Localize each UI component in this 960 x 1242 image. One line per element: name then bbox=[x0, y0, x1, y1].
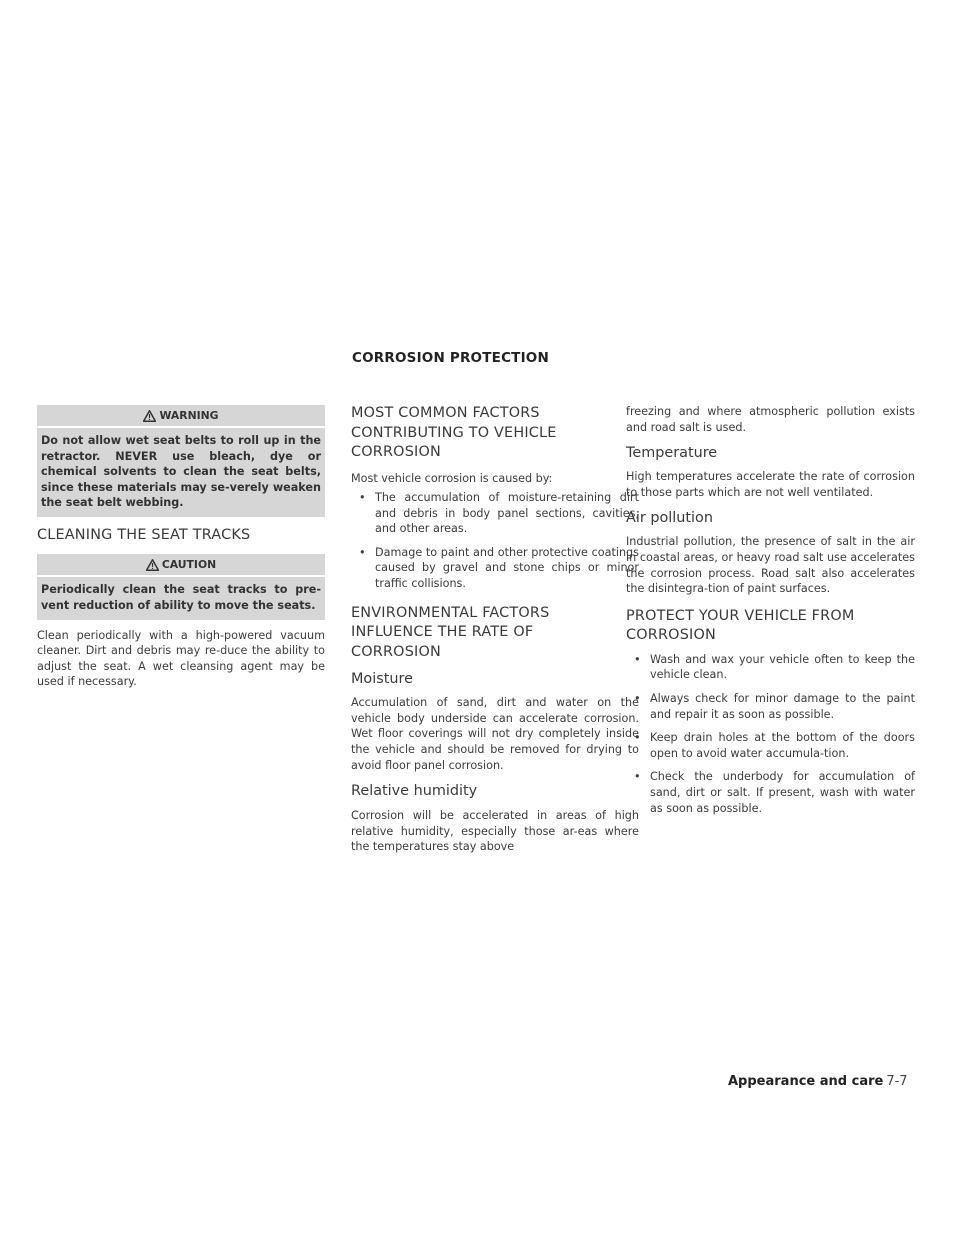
warning-text: Do not allow wet seat belts to roll up in the retractor. NEVER use bleach, dye or chemical solvents to clean the seat belts, since these materials may se-verely weaken the seat belt webbing. bbox=[41, 434, 321, 510]
heading-line: CONTRIBUTING TO VEHICLE bbox=[351, 424, 557, 441]
heading-line: CORROSION bbox=[351, 643, 441, 660]
moisture-paragraph: Accumulation of sand, dirt and water on the vehicle body underside can accelerate corrosion. Wet floor coverings will not dry completely inside the vehicle and should be removed for drying to avoid floor panel corrosion. bbox=[351, 696, 639, 772]
subheading-relative-humidity: Relative humidity bbox=[351, 783, 478, 800]
heading-protect-your-vehicle bbox=[626, 607, 915, 646]
page-footer bbox=[728, 1074, 908, 1089]
causes-list bbox=[351, 490, 639, 592]
list-item: • Damage to paint and other protective coatings caused by gravel and stone chips or minor traffic collisions. bbox=[359, 545, 639, 592]
caution-box bbox=[37, 554, 325, 619]
column-3 bbox=[626, 404, 915, 816]
protection-list bbox=[626, 652, 915, 816]
heading-line: ENVIRONMENTAL FACTORS bbox=[351, 604, 550, 621]
list-item: • Wash and wax your vehicle often to keep the vehicle clean. bbox=[634, 652, 915, 683]
page-number: 7-7 bbox=[886, 1074, 908, 1089]
subheading-moisture: Moisture bbox=[351, 671, 413, 688]
caution-text: Periodically clean the seat tracks to pre-vent reduction of ability to move the seats. bbox=[41, 583, 321, 613]
heading-line: CORROSION bbox=[626, 627, 716, 644]
list-item: • Always check for minor damage to the paint and repair it as soon as possible. bbox=[634, 691, 915, 722]
caution-triangle-icon bbox=[146, 559, 159, 571]
caution-header bbox=[37, 554, 325, 575]
column-1 bbox=[37, 405, 325, 690]
heading-cleaning-seat-tracks: CLEANING THE SEAT TRACKS bbox=[37, 526, 251, 543]
column-2 bbox=[351, 404, 639, 855]
heading-most-common-factors bbox=[351, 404, 639, 463]
humidity-paragraph: Corrosion will be accelerated in areas of high relative humidity, especially those ar-eas where the temperatures stay above bbox=[351, 809, 639, 854]
heading-line: PROTECT YOUR VEHICLE FROM bbox=[626, 607, 855, 624]
subheading-air-pollution: Air pollution bbox=[626, 510, 713, 527]
heading-line: MOST COMMON FACTORS bbox=[351, 405, 540, 421]
warning-triangle-icon bbox=[143, 410, 156, 422]
heading-line: CORROSION bbox=[351, 444, 441, 460]
list-item: • The accumulation of moisture-retaining dirt and debris in body panel sections, cavities, and other areas. bbox=[359, 490, 639, 537]
list-item: • Keep drain holes at the bottom of the doors open to avoid water accumula-tion. bbox=[634, 730, 915, 761]
intro-paragraph: Most vehicle corrosion is caused by: bbox=[351, 471, 553, 485]
heading-environmental-factors bbox=[351, 604, 639, 663]
subheading-temperature: Temperature bbox=[626, 445, 718, 462]
caution-label: CAUTION bbox=[161, 558, 217, 572]
heading-line: INFLUENCE THE RATE OF bbox=[351, 624, 534, 641]
section-title: CORROSION PROTECTION bbox=[352, 350, 549, 366]
list-item: • Check the underbody for accumulation of sand, dirt or salt. If present, wash with water as soon as possible. bbox=[634, 769, 915, 816]
air-pollution-paragraph: Industrial pollution, the presence of salt in the air in coastal areas, or heavy road salt use accelerates the corrosion process. Road salt also accelerates the disintegra-tion of paint surfaces. bbox=[626, 535, 915, 596]
warning-label: WARNING bbox=[159, 409, 219, 422]
temperature-paragraph: High temperatures accelerate the rate of corrosion to those parts which are not well ventilated. bbox=[626, 470, 915, 499]
humidity-continued-paragraph: freezing and where atmospheric pollution exists and road salt is used. bbox=[626, 405, 915, 434]
cleaning-paragraph: Clean periodically with a high-powered vacuum cleaner. Dirt and debris may re-duce the ability to adjust the seat. A wet cleansing agent may be used if necessary. bbox=[37, 628, 325, 689]
warning-box bbox=[37, 405, 325, 517]
footer-section-title: Appearance and care bbox=[728, 1074, 884, 1089]
warning-header bbox=[37, 405, 325, 426]
